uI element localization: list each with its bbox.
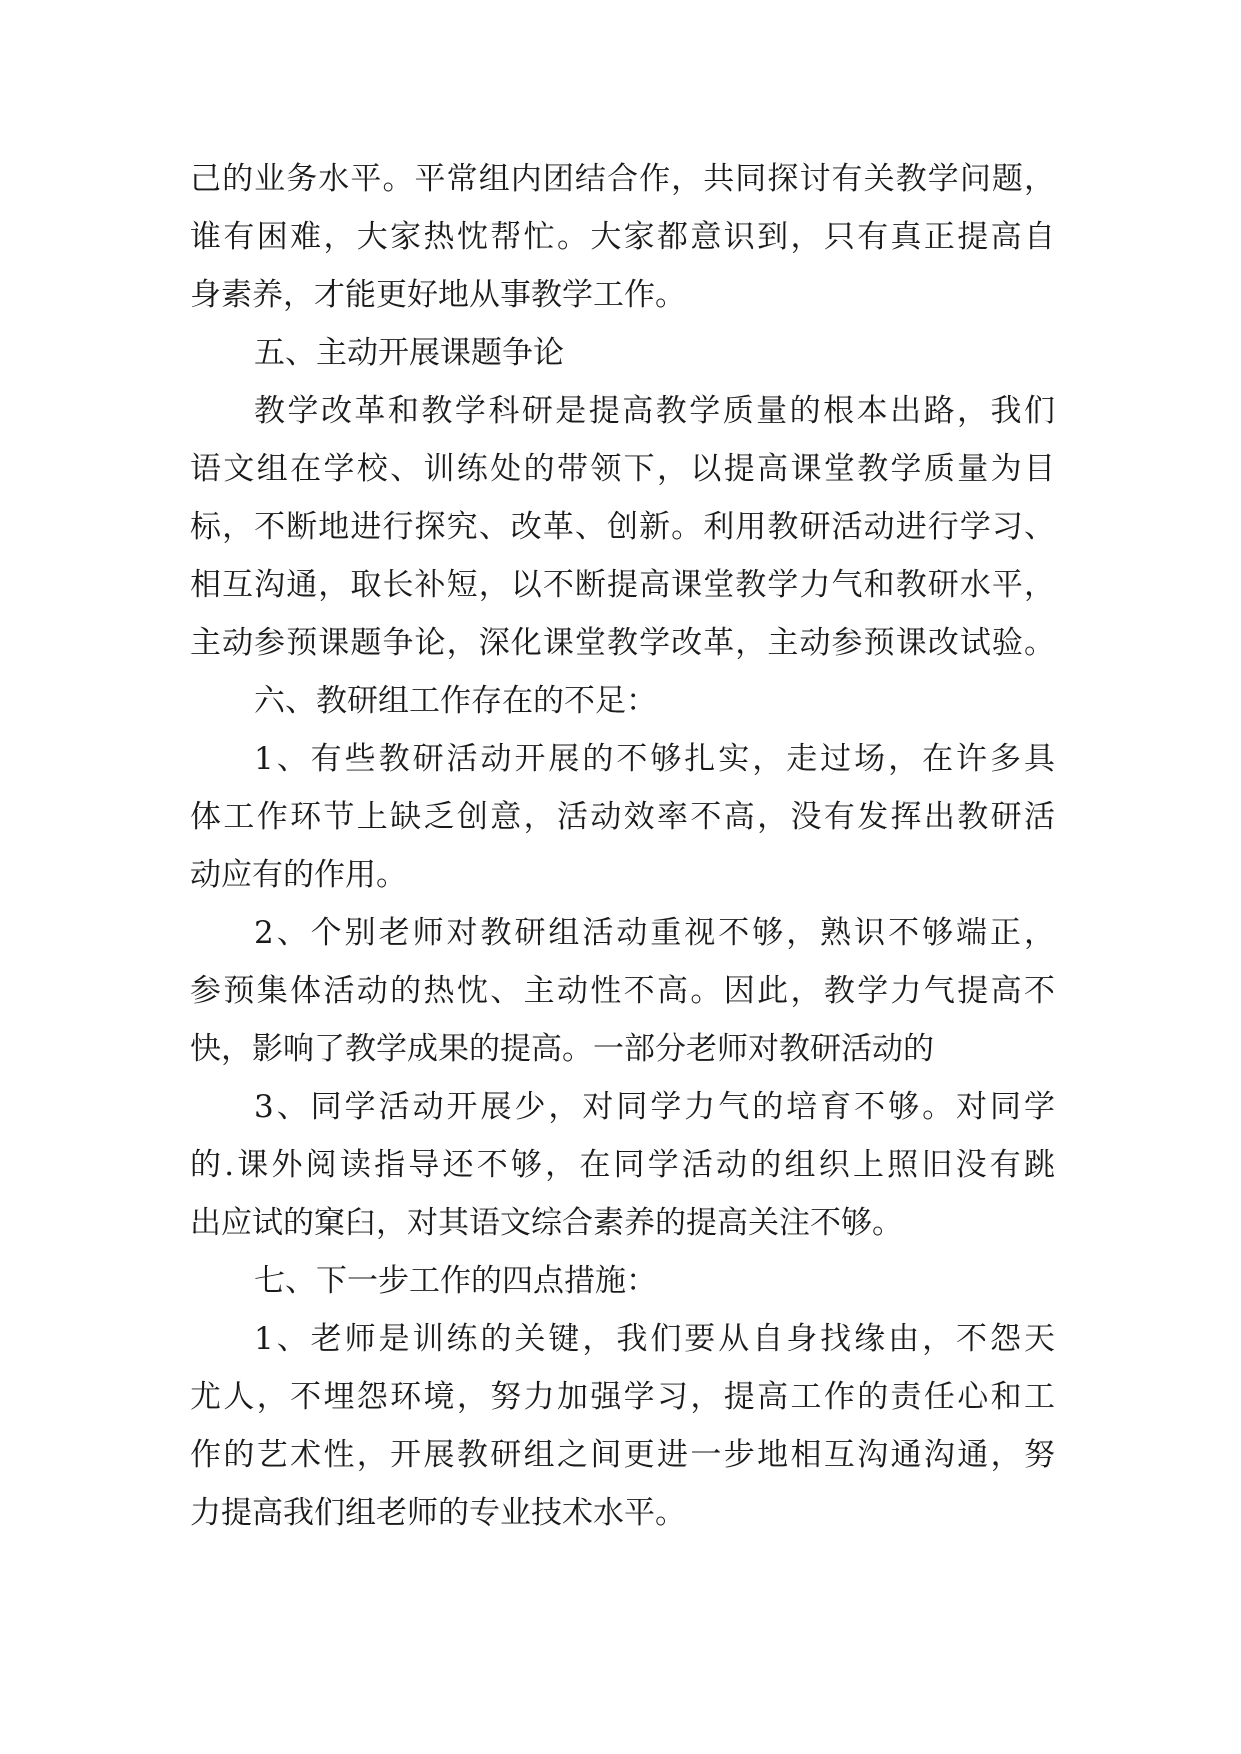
section-heading: 六、教研组工作存在的不足： [254, 683, 657, 719]
section-heading: 七、下一步工作的四点措施： [254, 1263, 657, 1299]
section-heading: 五、主动开展课题争论 [254, 335, 564, 371]
text-line: 1、有些教研活动开展的不够扎实，走过场，在许多具 [254, 741, 1055, 777]
text-line: 出应试的窠臼，对其语文综合素养的提高关注不够。 [190, 1205, 903, 1241]
text-line: 体工作环节上缺乏创意，活动效率不高，没有发挥出教研活 [190, 799, 1055, 835]
text-line: 相互沟通，取长补短，以不断提高课堂教学力气和教研水平， [190, 567, 1055, 603]
text-line: 力提高我们组老师的专业技术水平。 [190, 1495, 686, 1531]
text-line: 1、老师是训练的关键，我们要从自身找缘由，不怨天 [254, 1321, 1055, 1357]
text-line: 作的艺术性，开展教研组之间更进一步地相互沟通沟通，努 [190, 1437, 1055, 1473]
document-body [190, 150, 1055, 1542]
text-line: 语文组在学校、训练处的带领下，以提高课堂教学质量为目 [190, 451, 1055, 487]
text-line: 主动参预课题争论，深化课堂教学改革，主动参预课改试验。 [190, 625, 1055, 661]
text-line: 动应有的作用。 [190, 857, 407, 893]
text-line: 3、同学活动开展少，对同学力气的培育不够。对同学 [254, 1089, 1055, 1125]
text-line: 参预集体活动的热忱、主动性不高。因此，教学力气提高不 [190, 973, 1055, 1009]
text-line: 教学改革和教学科研是提高教学质量的根本出路，我们 [254, 393, 1055, 429]
text-line: 尤人，不埋怨环境，努力加强学习，提高工作的责任心和工 [190, 1379, 1055, 1415]
text-line: 谁有困难，大家热忱帮忙。大家都意识到，只有真正提高自 [190, 219, 1055, 255]
text-line: 己的业务水平。平常组内团结合作，共同探讨有关教学问题， [190, 161, 1055, 197]
text-line: 2、个别老师对教研组活动重视不够，熟识不够端正， [254, 915, 1055, 951]
text-line: 身素养，才能更好地从事教学工作。 [190, 277, 686, 313]
text-line: 的.课外阅读指导还不够，在同学活动的组织上照旧没有跳 [190, 1147, 1055, 1183]
text-line: 快，影响了教学成果的提高。一部分老师对教研活动的 [190, 1031, 934, 1067]
text-line: 标，不断地进行探究、改革、创新。利用教研活动进行学习、 [190, 509, 1055, 545]
